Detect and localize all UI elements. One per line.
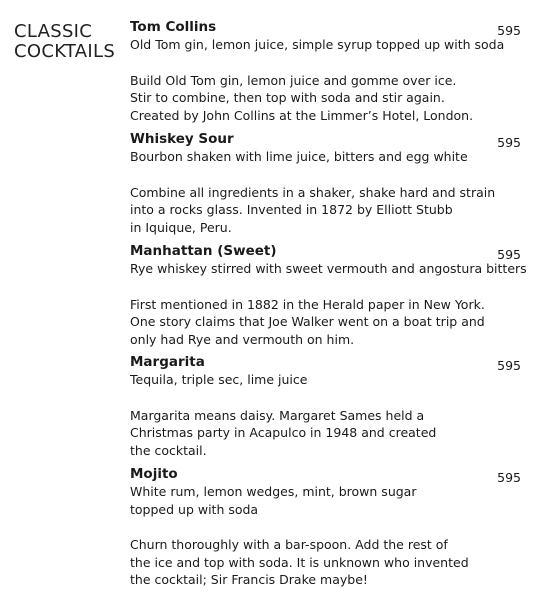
item-ingredients: Old Tom gin, lemon juice, simple syrup topped up with soda xyxy=(130,37,505,52)
item-description: Churn thoroughly with a bar-spoon. Add the rest of the ice and top with soda. It is unknown who invented the cocktail; Sir Francis Drake maybe! xyxy=(130,537,469,587)
menu-item-margarita xyxy=(130,354,528,459)
item-ingredients: White rum, lemon wedges, mint, brown sugar topped up with soda xyxy=(130,484,417,517)
item-name: Whiskey Sour xyxy=(130,131,234,147)
item-name: Manhattan (Sweet) xyxy=(130,243,277,259)
item-name: Tom Collins xyxy=(130,19,217,35)
section-title-line-1: CLASSIC xyxy=(14,21,93,42)
menu-item-mojito xyxy=(130,466,528,589)
item-price: 595 xyxy=(497,470,521,485)
item-name: Mojito xyxy=(130,466,178,482)
section-title-line-2: COCKTAILS xyxy=(14,41,116,62)
item-name: Margarita xyxy=(130,354,205,370)
item-price: 595 xyxy=(497,358,521,373)
menu-item-tom-collins xyxy=(130,19,528,124)
item-price: 595 xyxy=(497,135,521,150)
item-description: First mentioned in 1882 in the Herald paper in New York. One story claims that Joe Walker went on a boat trip and only had Rye and vermouth on him. xyxy=(130,296,485,347)
item-price: 595 xyxy=(497,23,521,38)
item-ingredients: Tequila, triple sec, lime juice xyxy=(130,372,308,387)
item-description: Build Old Tom gin, lemon juice and gomme over ice. Stir to combine, then top with soda and stir again. Created by John Collins at the Limmer’s Hotel, London. xyxy=(130,72,474,123)
item-ingredients: Rye whiskey stirred with sweet vermouth and angostura bitters xyxy=(130,261,527,276)
item-description: Margarita means daisy. Margaret Sames held a Christmas party in Acapulco in 1948 and created the cocktail. xyxy=(130,407,437,458)
section-title xyxy=(14,22,115,62)
menu-item-manhattan xyxy=(130,243,528,348)
item-description: Combine all ingredients in a shaker, shake hard and strain into a rocks glass. Invented in 1872 by Elliott Stubb in Iquique, Peru. xyxy=(130,184,496,235)
item-price: 595 xyxy=(497,247,521,262)
menu-item-whiskey-sour xyxy=(130,131,528,236)
item-ingredients: Bourbon shaken with lime juice, bitters and egg white xyxy=(130,149,468,164)
